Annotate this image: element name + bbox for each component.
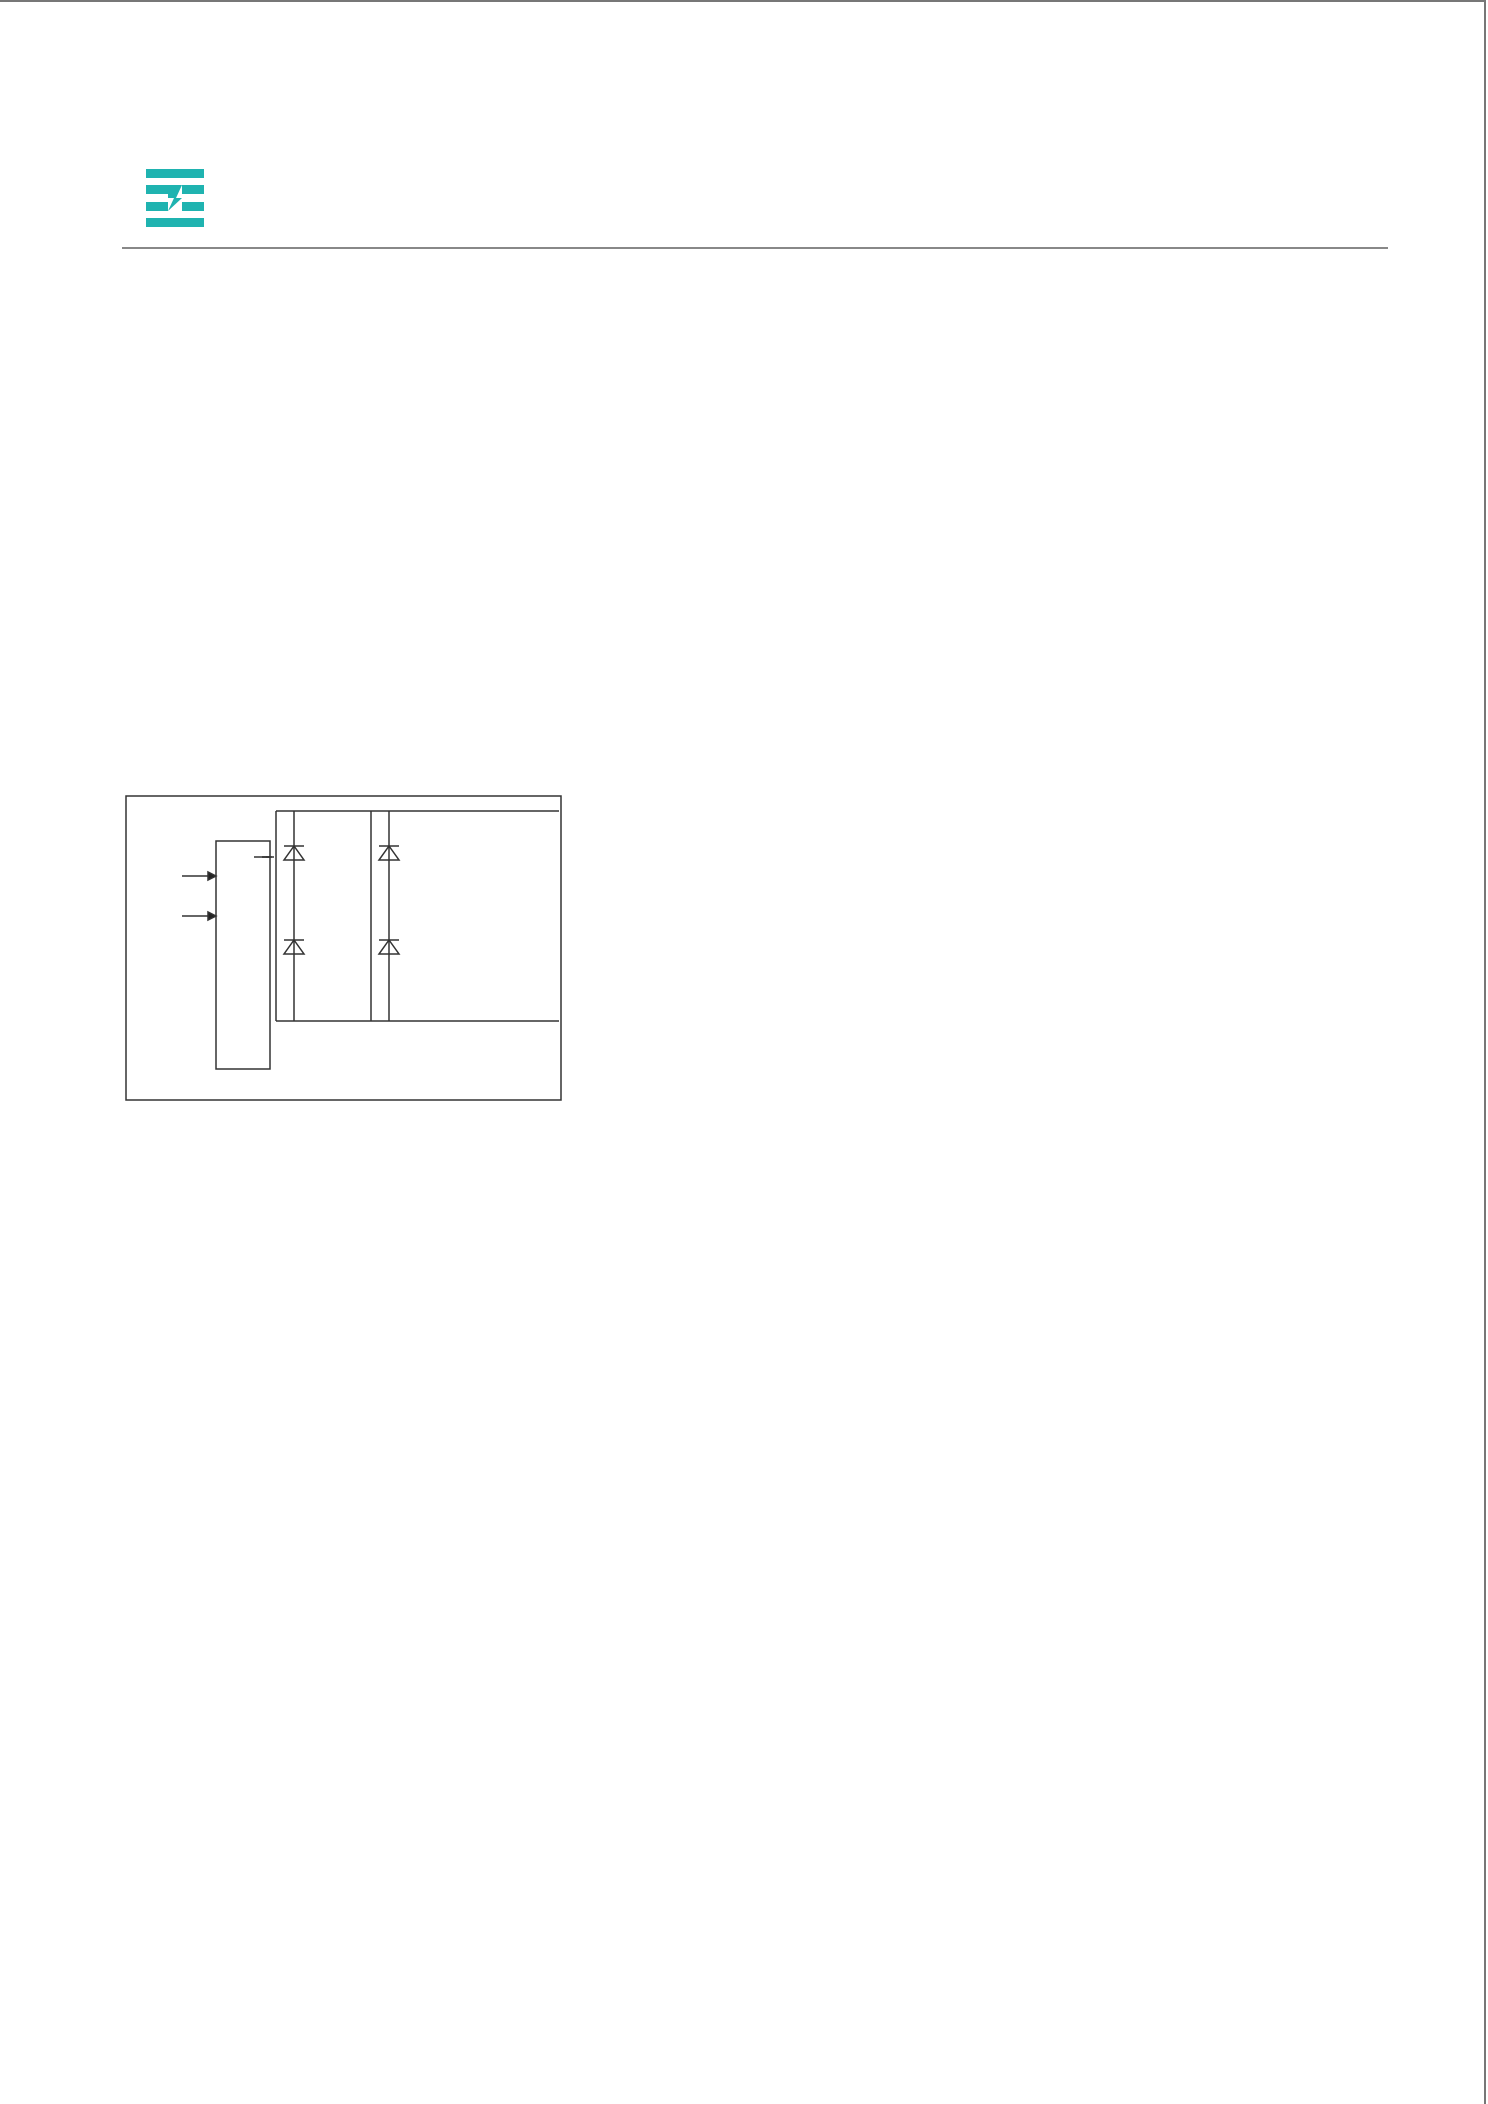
paragraph [110, 437, 1388, 476]
paragraph [110, 530, 1388, 569]
company-logo [146, 168, 216, 228]
header-divider [122, 247, 1388, 249]
logo-mark-icon [146, 169, 204, 227]
paragraph [110, 345, 1388, 384]
full-bridge-circuit-diagram [124, 794, 764, 1104]
paragraph [110, 695, 1388, 734]
